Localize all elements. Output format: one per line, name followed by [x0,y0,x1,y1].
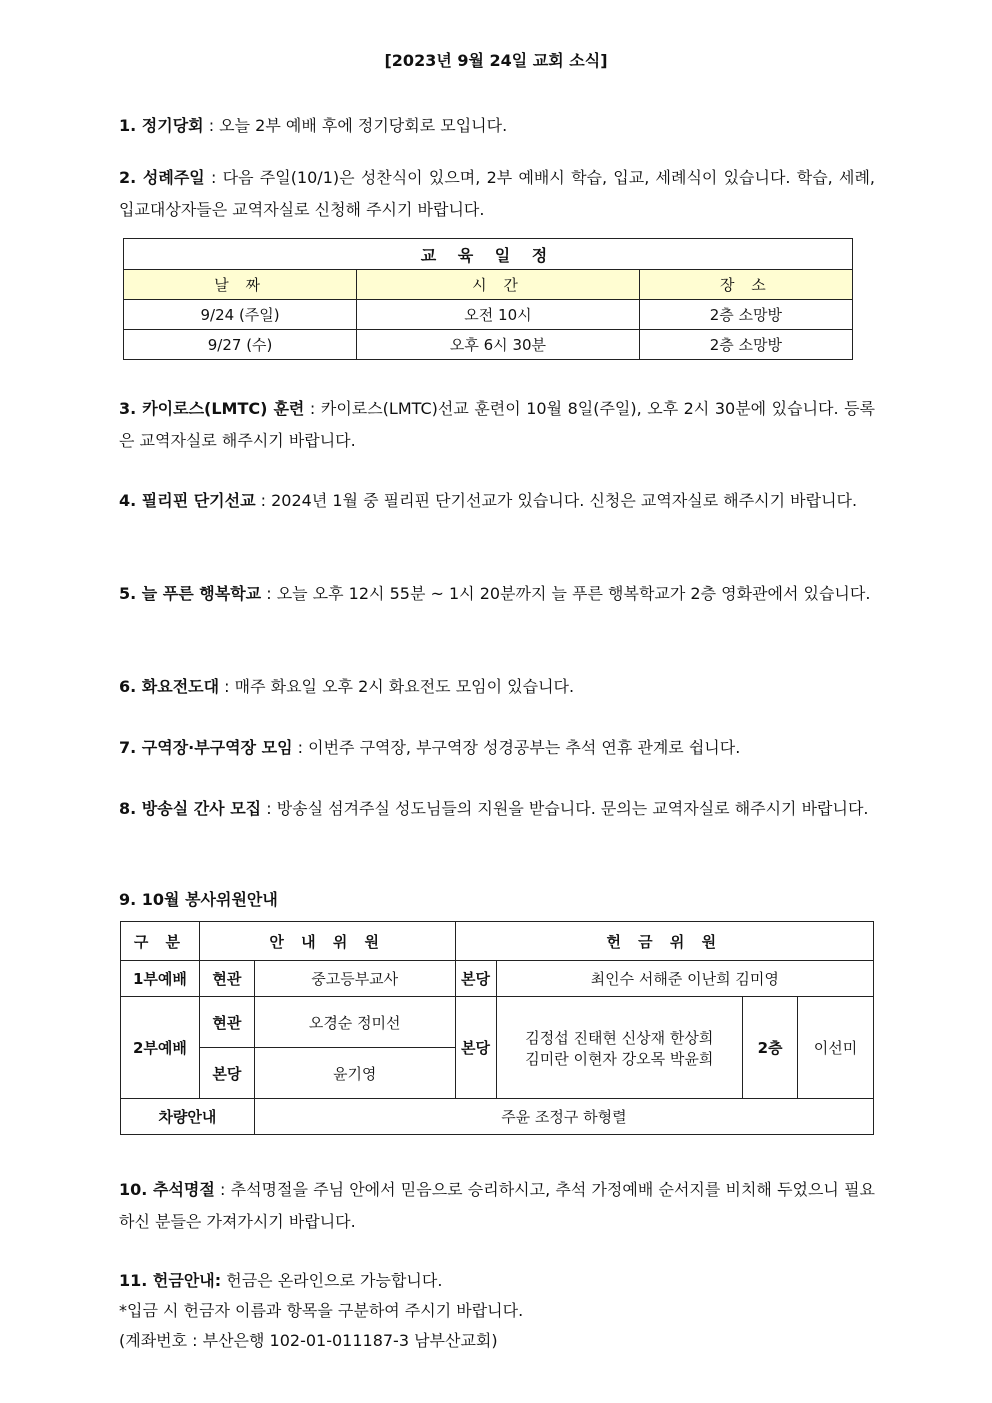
item-text: 매주 화요일 오후 2시 화요전도 모임이 있습니다. [234,677,575,696]
item-label: 8. 방송실 간사 모집 [119,799,262,818]
news-item-4 [119,485,875,517]
item-text: 다음 주일(10/1)은 성찬식이 있으며, 2부 예배시 학습, 입교, 세례식이 있습니다. 학습, 세례, 입교대상자들은 교역자실로 신청해 주시기 바랍니다. [119,168,875,219]
cell-date: 9/24 (주일) [124,300,357,330]
item-label: 7. 구역장·부구역장 모임 [119,738,293,757]
item-sep: : [261,799,277,818]
cell-offering-names [496,997,743,1099]
news-item-11 [119,1266,875,1356]
item-sep: : [203,116,220,135]
item-label: 4. 필리핀 단기선교 [119,491,256,510]
item-label: 11. 헌금안내: [119,1271,222,1290]
page-title: [2023년 9월 24일 교회 소식] [384,51,608,70]
header-time: 시 간 [357,270,640,300]
item-sep: : [204,168,223,187]
cell-place: 2층 소망방 [639,300,852,330]
news-item-8 [119,793,875,825]
offering-note: *입금 시 헌금자 이름과 항목을 구분하여 주시기 바랍니다. [119,1301,524,1320]
item-label: 1. 정기당회 [119,116,204,135]
cell-location: 현관 [199,997,254,1048]
item-text: 2024년 1월 중 필리핀 단기선교가 있습니다. 신청은 교역자실로 해주시기 바랍니다. [271,491,858,510]
item-text: 추석명절을 주님 안에서 믿음으로 승리하시고, 추석 가정예배 순서지를 비치해 두었으니 필요하신 분들은 가져가시기 바랍니다. [119,1180,875,1231]
news-item-5 [119,578,875,610]
table-row [124,330,853,360]
offering-names-line: 김미란 이현자 강오목 박윤희 [525,1049,714,1068]
cell-time: 오전 10시 [357,300,640,330]
header-category: 구 분 [121,922,200,961]
news-item-7 [119,732,875,764]
news-item-1 [119,110,875,142]
header-date: 날 짜 [124,270,357,300]
news-item-9 [119,884,875,916]
cell-offering-location: 본당 [455,961,496,997]
item-label: 3. 카이로스(LMTC) 훈련 [119,399,305,418]
volunteer-table [120,921,874,1135]
item-sep: : [214,1180,231,1199]
item-label: 9. 10월 봉사위원안내 [119,890,278,909]
cell-category: 1부예배 [121,961,200,997]
table-header-row [124,270,853,300]
cell-names: 중고등부교사 [254,961,455,997]
account-number: (계좌번호 : 부산은행 102-01-011187-3 남부산교회) [119,1331,498,1350]
cell-floor-name: 이선미 [798,997,874,1099]
item-label: 6. 화요전도대 [119,677,220,696]
item-text: 오늘 2부 예배 후에 정기당회로 모입니다. [219,116,508,135]
cell-offering-location: 본당 [455,997,496,1099]
cell-location: 현관 [199,961,254,997]
item-label: 2. 성례주일 [119,168,205,187]
news-item-6 [119,671,875,703]
cell-time: 오후 6시 30분 [357,330,640,360]
cell-category: 2부예배 [121,997,200,1099]
item-text: 헌금은 온라인으로 가능합니다. [226,1271,443,1290]
cell-names: 오경순 정미선 [254,997,455,1048]
cell-location: 본당 [199,1048,254,1099]
item-text: 방송실 섬겨주실 성도님들의 지원을 받습니다. 문의는 교역자실로 해주시기 바랍니다. [276,799,869,818]
item-text: 오늘 오후 12시 55분 ~ 1시 20분까지 늘 푸른 행복학교가 2층 영화관에서 있습니다. [276,584,871,603]
table-row [124,300,853,330]
offering-names-line: 김정섭 진태현 신상재 한상희 [525,1028,714,1047]
header-offering: 헌 금 위 원 [455,922,873,961]
table-caption: 교 육 일 정 [124,239,853,270]
item-sep: : [261,584,277,603]
cell-names: 주윤 조정구 하형렬 [254,1099,873,1135]
education-schedule-table [123,238,853,360]
cell-place: 2층 소망방 [639,330,852,360]
news-item-10 [119,1174,875,1238]
cell-offering-names: 최인수 서해준 이난희 김미영 [496,961,874,997]
header-usher: 안 내 위 원 [199,922,455,961]
table-header-row [121,922,874,961]
table-row [121,1099,874,1135]
item-text: 이번주 구역장, 부구역장 성경공부는 추석 연휴 관계로 쉽니다. [308,738,741,757]
cell-floor: 2층 [743,997,798,1099]
table-row [121,997,874,1048]
item-sep: : [304,399,321,418]
item-text: 카이로스(LMTC)선교 훈련이 10월 8일(주일), 오후 2시 30분에 있습니다. 등록은 교역자실로 해주시기 바랍니다. [119,399,876,450]
item-label: 10. 추석명절 [119,1180,215,1199]
item-sep: : [255,491,272,510]
header-place: 장 소 [639,270,852,300]
item-sep: : [292,738,309,757]
cell-category: 차량안내 [121,1099,255,1135]
item-label: 5. 늘 푸른 행복학교 [119,584,262,603]
item-sep: : [219,677,235,696]
cell-names: 윤기영 [254,1048,455,1099]
cell-date: 9/27 (수) [124,330,357,360]
table-row [121,961,874,997]
news-item-2 [119,162,875,226]
news-item-3 [119,393,875,457]
